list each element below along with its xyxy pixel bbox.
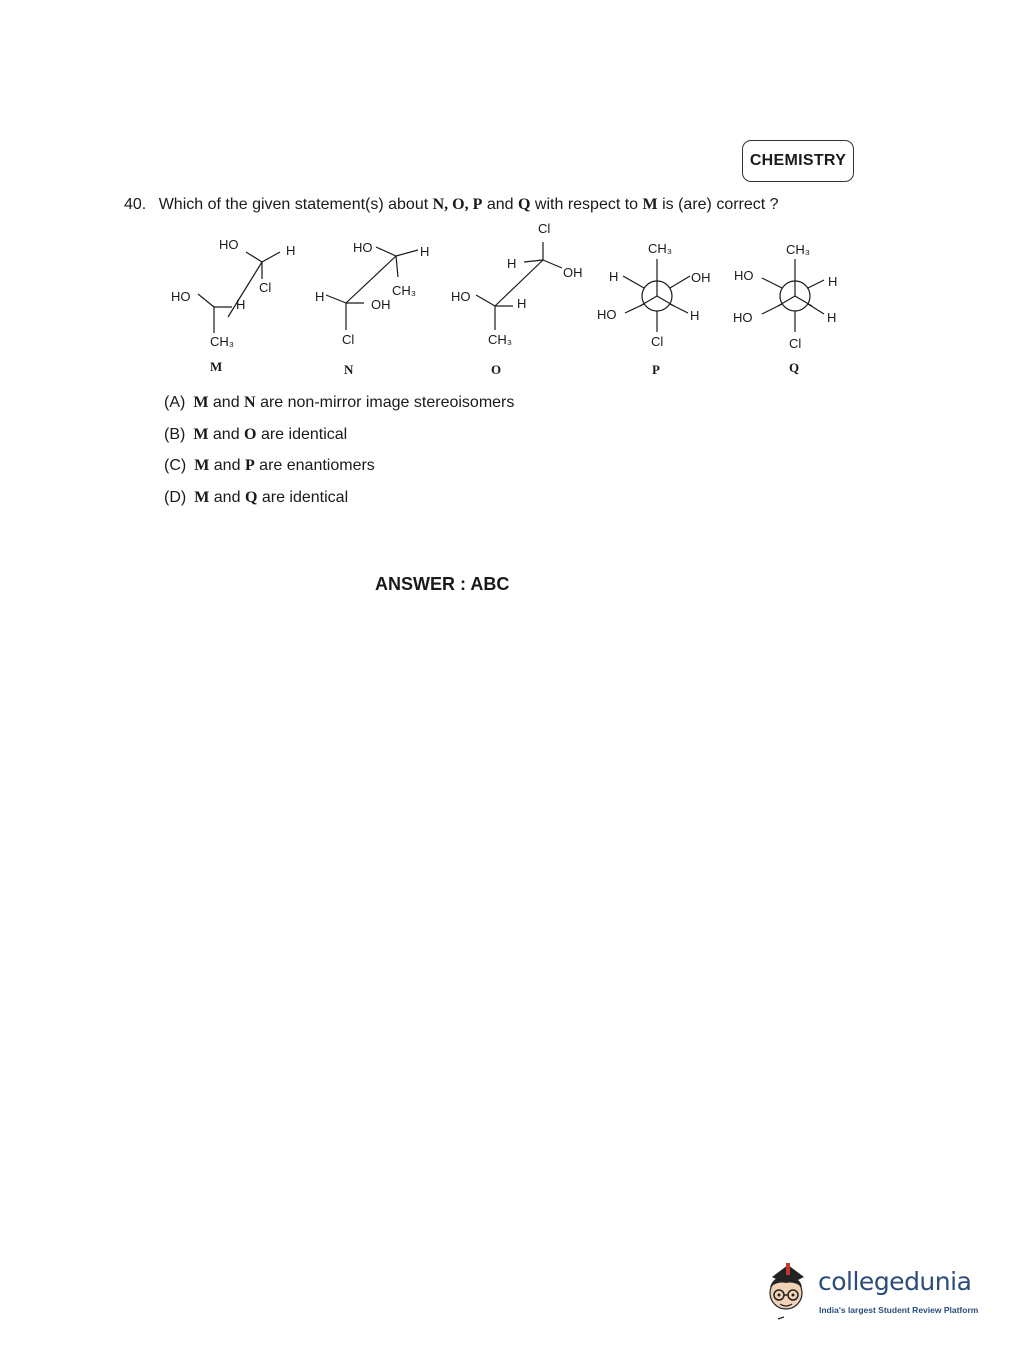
n-bottom: Cl — [342, 332, 355, 347]
option-b — [164, 426, 514, 458]
q-lower-right: H — [827, 310, 837, 325]
m-mid-right: H — [236, 297, 246, 312]
option-compound: M — [194, 488, 210, 506]
option-and: and — [212, 394, 240, 411]
subject-tag: CHEMISTRY — [742, 140, 854, 182]
option-and: and — [213, 457, 241, 474]
options-list — [164, 394, 514, 520]
question-text-3: is (are) correct ? — [662, 196, 779, 213]
collegedunia-logo[interactable] — [758, 1255, 988, 1330]
m-top-left: HO — [219, 237, 239, 252]
logo-tagline: India's largest Student Review Platform — [819, 1305, 979, 1315]
m-label: M — [210, 359, 223, 374]
p-top: CH₃ — [648, 241, 673, 256]
question-text-2: with respect to — [534, 196, 639, 213]
option-text: are enantiomers — [259, 457, 375, 474]
question-compound-m: M — [642, 196, 658, 213]
question-compound-q: Q — [518, 196, 531, 213]
structure-p-bonds — [623, 259, 690, 332]
option-compound: N — [244, 394, 256, 411]
p-upper-left: H — [609, 269, 619, 284]
n-top-left: HO — [353, 240, 373, 255]
question-text-and: and — [486, 196, 514, 213]
structures-figure — [0, 0, 1016, 400]
option-text: are non-mirror image stereoisomers — [260, 394, 515, 411]
q-label: Q — [789, 360, 800, 375]
question-text-1: Which of the given statement(s) about — [158, 196, 429, 213]
o-top: Cl — [538, 221, 551, 236]
n-label: N — [344, 362, 354, 377]
p-label: P — [652, 362, 660, 377]
m-center-sub: Cl — [259, 280, 272, 295]
option-and: and — [212, 425, 240, 443]
n-mid-left: H — [315, 289, 325, 304]
option-c — [164, 457, 514, 489]
p-bottom: Cl — [651, 334, 664, 349]
o-top-left: H — [507, 256, 517, 271]
o-mid-left: HO — [451, 289, 471, 304]
option-compound: P — [244, 457, 255, 474]
m-bottom: CH₃ — [210, 334, 235, 349]
option-letter: (A) — [164, 394, 186, 411]
structure-o-bonds — [476, 242, 562, 330]
option-letter: (C) — [164, 457, 187, 474]
m-top-right: H — [286, 243, 296, 258]
option-compound: M — [193, 425, 209, 443]
option-letter: (D) — [164, 488, 187, 506]
question-compounds: N, O, P — [432, 196, 483, 213]
q-bottom: Cl — [789, 336, 802, 351]
mascot-icon — [758, 1255, 818, 1330]
n-mid-right: OH — [371, 297, 391, 312]
n-center-sub: CH₃ — [392, 283, 417, 298]
option-compound: M — [193, 394, 209, 411]
logo-name: collegedunia — [818, 1267, 972, 1296]
o-mid-right: H — [517, 296, 527, 311]
m-mid-left: HO — [171, 289, 191, 304]
option-and: and — [213, 488, 241, 506]
option-text: are identical — [260, 425, 348, 443]
p-lower-left: HO — [597, 307, 617, 322]
q-top: CH₃ — [786, 242, 811, 257]
option-a — [164, 394, 514, 426]
q-lower-left: HO — [733, 310, 753, 325]
o-top-right: OH — [563, 265, 583, 280]
q-upper-right: H — [828, 274, 838, 289]
structure-q-bonds — [762, 259, 824, 332]
n-top-right: H — [420, 244, 430, 259]
option-text: are identical — [261, 488, 349, 506]
option-d — [164, 489, 514, 521]
o-bottom: CH₃ — [488, 332, 513, 347]
p-upper-right: OH — [691, 270, 711, 285]
p-lower-right: H — [690, 308, 700, 323]
answer-text: ANSWER : ABC — [375, 574, 510, 594]
option-compound: O — [244, 425, 257, 443]
option-letter: (B) — [164, 425, 186, 443]
question-number: 40. — [124, 196, 147, 213]
option-compound: M — [194, 457, 210, 474]
q-upper-left: HO — [734, 268, 754, 283]
option-compound: Q — [244, 488, 258, 506]
o-label: O — [491, 362, 502, 377]
